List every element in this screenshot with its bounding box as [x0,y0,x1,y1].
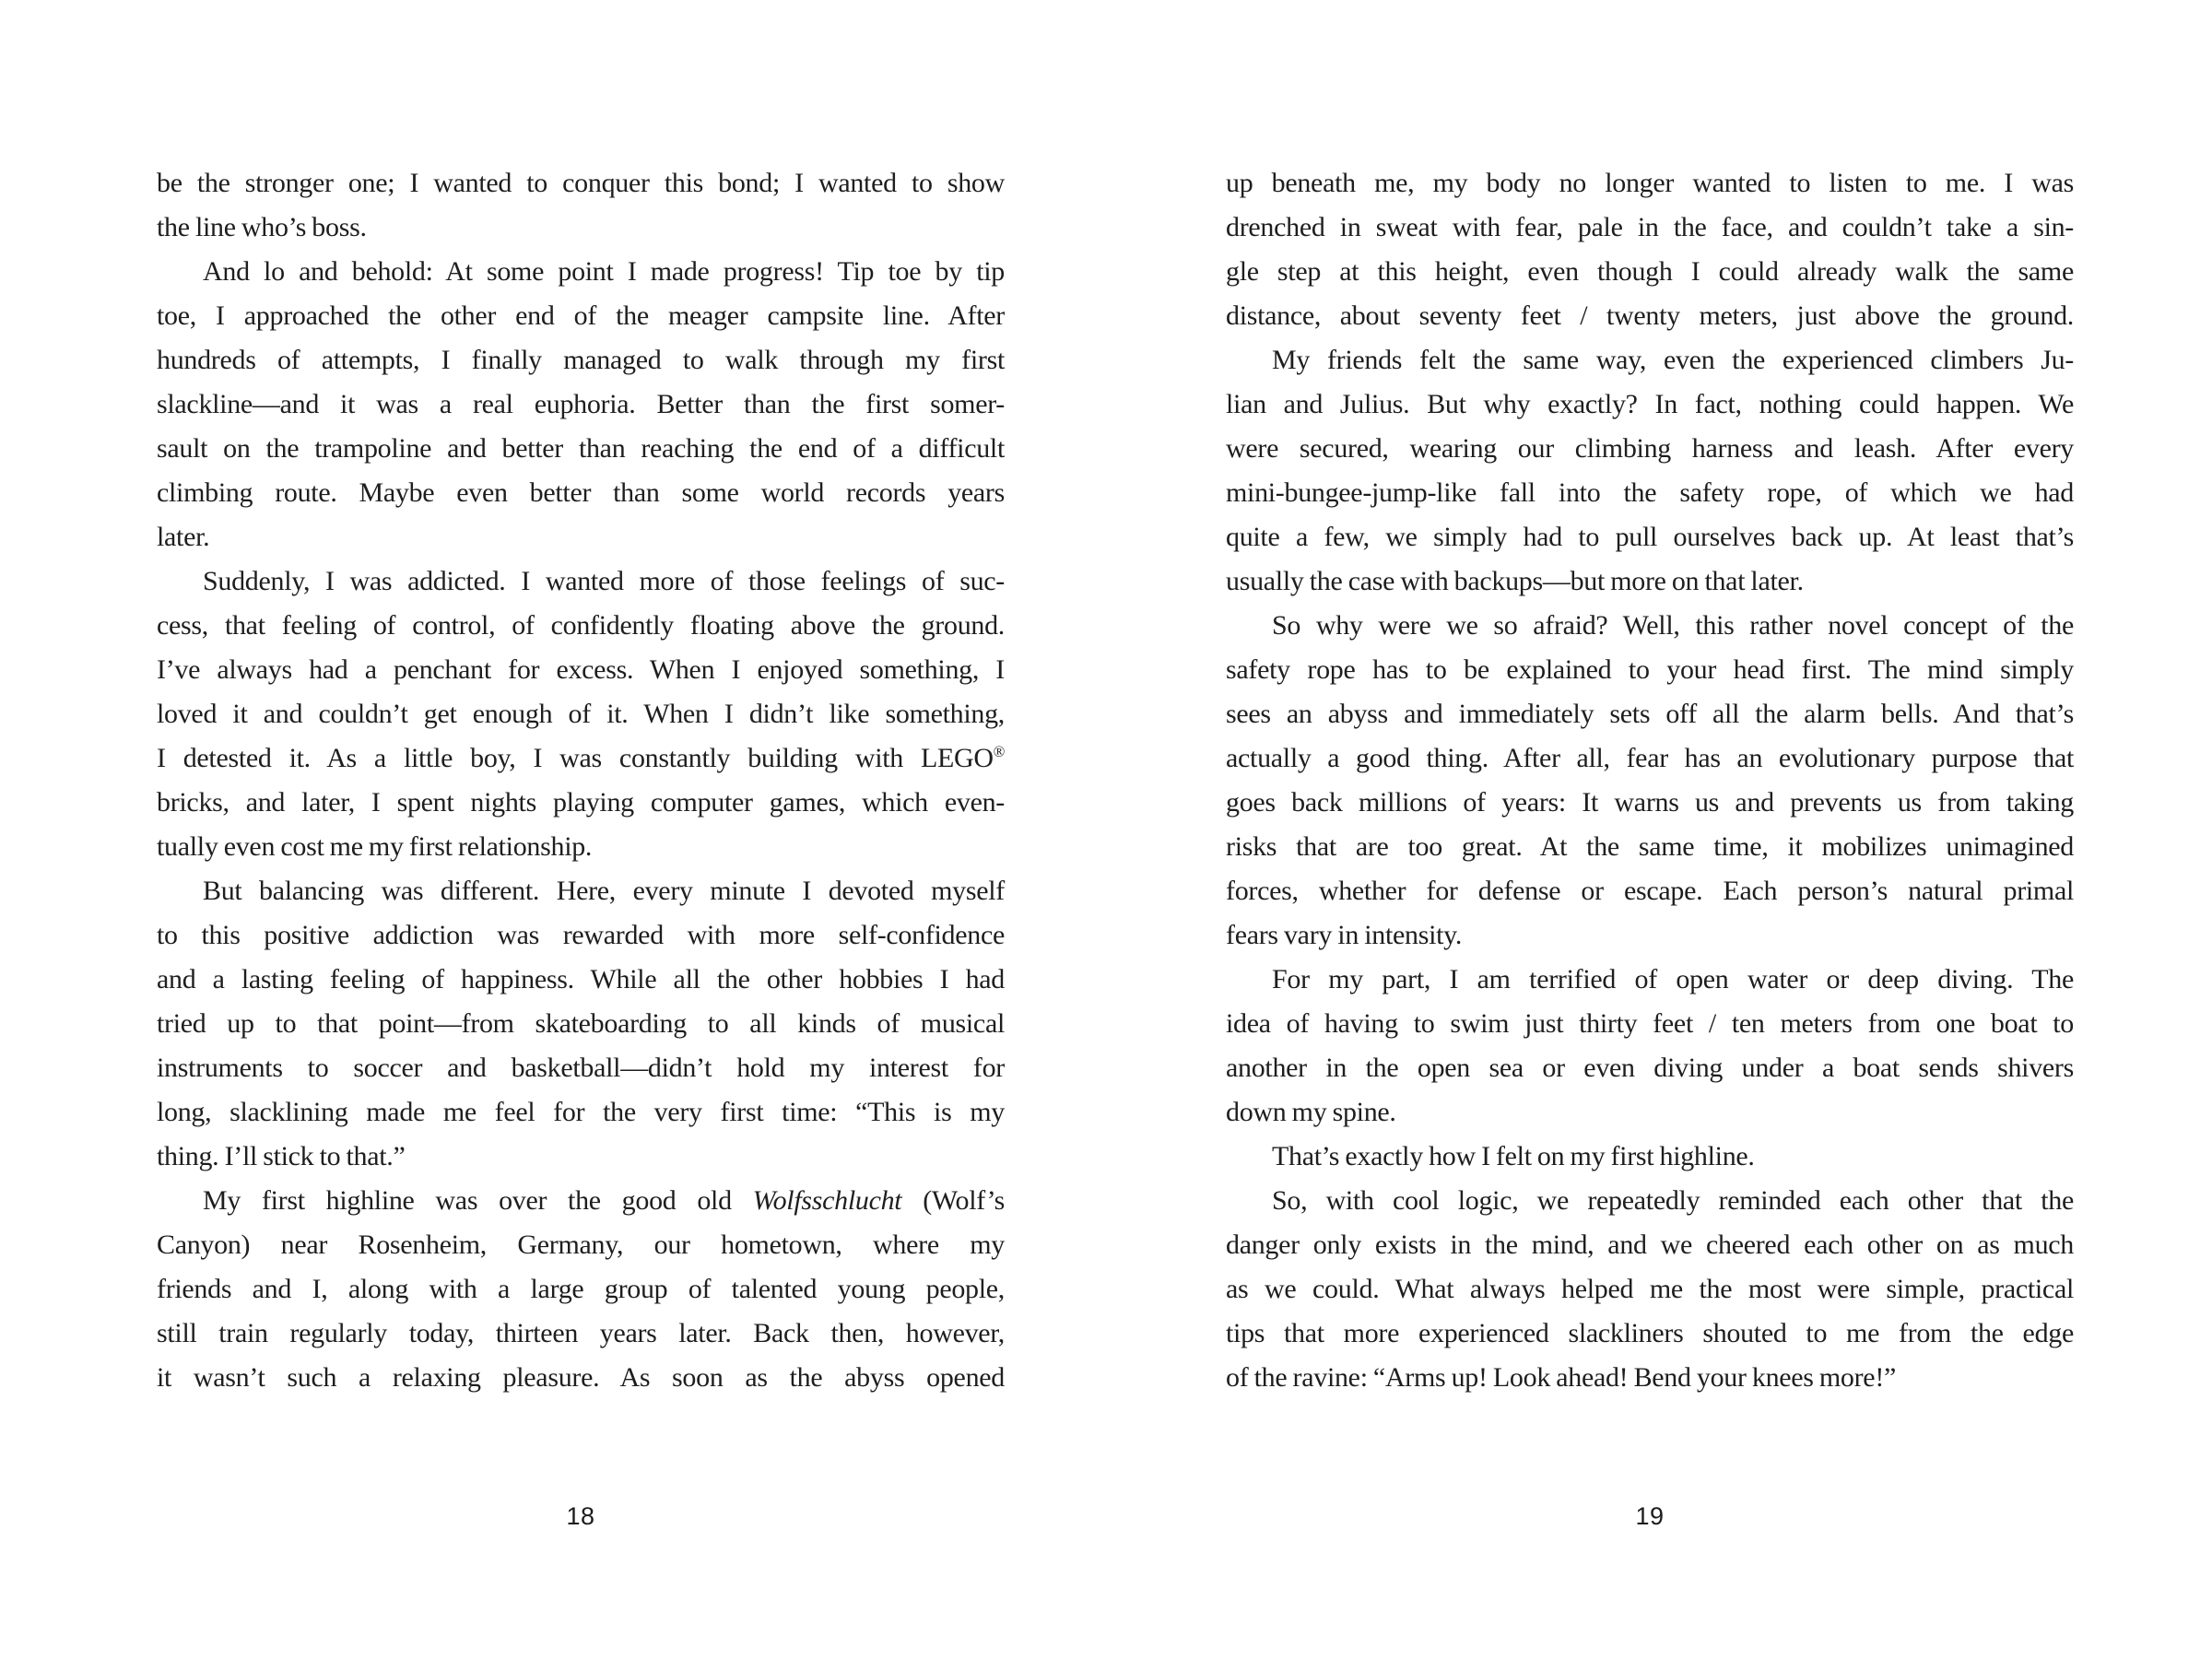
text-line: friends and I, along with a large group of talented young people, [157,1274,1005,1304]
text-line: actually a good thing. After all, fear has an evolutionary purpose that [1226,743,2074,773]
text-line: be the stronger one; I wanted to conquer this bond; I wanted to show [157,168,1005,198]
text-line: quite a few, we simply had to pull ourselves back up. At least that’s [1226,522,2074,552]
text-line: I’ve always had a penchant for excess. When I enjoyed something, I [157,654,1005,685]
text-line: I detested it. As a little boy, I was constantly building with LEGO® [157,743,1005,773]
text-line: to this positive addiction was rewarded with more self-confidence [157,920,1005,950]
text-line: That’s exactly how I felt on my first highline. [1272,1141,1755,1171]
text-line: But balancing was different. Here, every minute I devoted myself [203,876,1005,906]
text-line: and a lasting feeling of happiness. While all the other hobbies I had [157,964,1005,994]
text-line: goes back millions of years: It warns us and prevents us from taking [1226,787,2074,818]
text-line: My first highline was over the good old Wolfsschlucht (Wolf’s [203,1185,1005,1216]
text-line: down my spine. [1226,1097,1396,1127]
text-line: lian and Julius. But why exactly? In fact, nothing could happen. We [1226,389,2074,419]
text-line: it wasn’t such a relaxing pleasure. As soon as the abyss opened [157,1362,1005,1393]
text-line: fears vary in intensity. [1226,920,1463,950]
text-line: thing. I’ll stick to that.” [157,1141,406,1171]
text-line: hundreds of attempts, I finally managed to walk through my first [157,345,1005,375]
text-line: later. [157,522,210,552]
text-line: distance, about seventy feet / twenty meters, just above the ground. [1226,300,2074,331]
text-line: another in the open sea or even diving under a boat sends shivers [1226,1053,2074,1083]
page-column-left [157,161,1005,1400]
text-line: sault on the trampoline and better than reaching the end of a difficult [157,433,1005,464]
text-line: My friends felt the same way, even the experienced climbers Ju- [1272,345,2074,375]
text-line: tried up to that point—from skateboarding to all kinds of musical [157,1008,1005,1039]
text-line: as we could. What always helped me the most were simple, practical [1226,1274,2074,1304]
text-line: loved it and couldn’t get enough of it. When I didn’t like something, [157,699,1005,729]
text-line: climbing route. Maybe even better than some world records years [157,477,1005,508]
text-line: So why were we so afraid? Well, this rather novel concept of the [1272,610,2074,641]
text-line: mini-bungee-jump-like fall into the safety rope, of which we had [1226,477,2074,508]
text-line: forces, whether for defense or escape. Each person’s natural primal [1226,876,2074,906]
text-line: drenched in sweat with fear, pale in the face, and couldn’t take a sin- [1226,212,2074,242]
text-line: idea of having to swim just thirty feet / ten meters from one boat to [1226,1008,2074,1039]
text-line: still train regularly today, thirteen years later. Back then, however, [157,1318,1005,1348]
text-line: Canyon) near Rosenheim, Germany, our hometown, where my [157,1230,1005,1260]
text-line: gle step at this height, even though I could already walk the same [1226,256,2074,287]
text-line: the line who’s boss. [157,212,367,242]
page-column-right [1226,161,2074,1400]
text-line: risks that are too great. At the same time, it mobilizes unimagined [1226,831,2074,862]
text-line: bricks, and later, I spent nights playing computer games, which even- [157,787,1005,818]
text-line: And lo and behold: At some point I made progress! Tip toe by tip [203,256,1005,287]
text-line: long, slacklining made me feel for the very first time: “This is my [157,1097,1005,1127]
text-line: were secured, wearing our climbing harness and leash. After every [1226,433,2074,464]
text-line: So, with cool logic, we repeatedly reminded each other that the [1272,1185,2074,1216]
text-line: usually the case with backups—but more on that later. [1226,566,1804,596]
text-line: safety rope has to be explained to your head first. The mind simply [1226,654,2074,685]
text-line: For my part, I am terrified of open water or deep diving. The [1272,964,2074,994]
text-line: slackline—and it was a real euphoria. Better than the first somer- [157,389,1005,419]
text-line: danger only exists in the mind, and we cheered each other on as much [1226,1230,2074,1260]
text-line: Suddenly, I was addicted. I wanted more of those feelings of suc- [203,566,1005,596]
text-line: of the ravine: “Arms up! Look ahead! Bend your knees more!” [1226,1362,1897,1393]
text-line: tually even cost me my first relationship. [157,831,593,862]
page-number-left: 18 [566,1502,595,1530]
text-line: tips that more experienced slackliners shouted to me from the edge [1226,1318,2074,1348]
text-line: sees an abyss and immediately sets off all the alarm bells. And that’s [1226,699,2074,729]
text-line: up beneath me, my body no longer wanted to listen to me. I was [1226,168,2074,198]
text-line: toe, I approached the other end of the meager campsite line. After [157,300,1005,331]
page-number-right: 19 [1635,1502,1665,1530]
text-line: cess, that feeling of control, of confidently floating above the ground. [157,610,1005,641]
text-line: instruments to soccer and basketball—didn’t hold my interest for [157,1053,1005,1083]
